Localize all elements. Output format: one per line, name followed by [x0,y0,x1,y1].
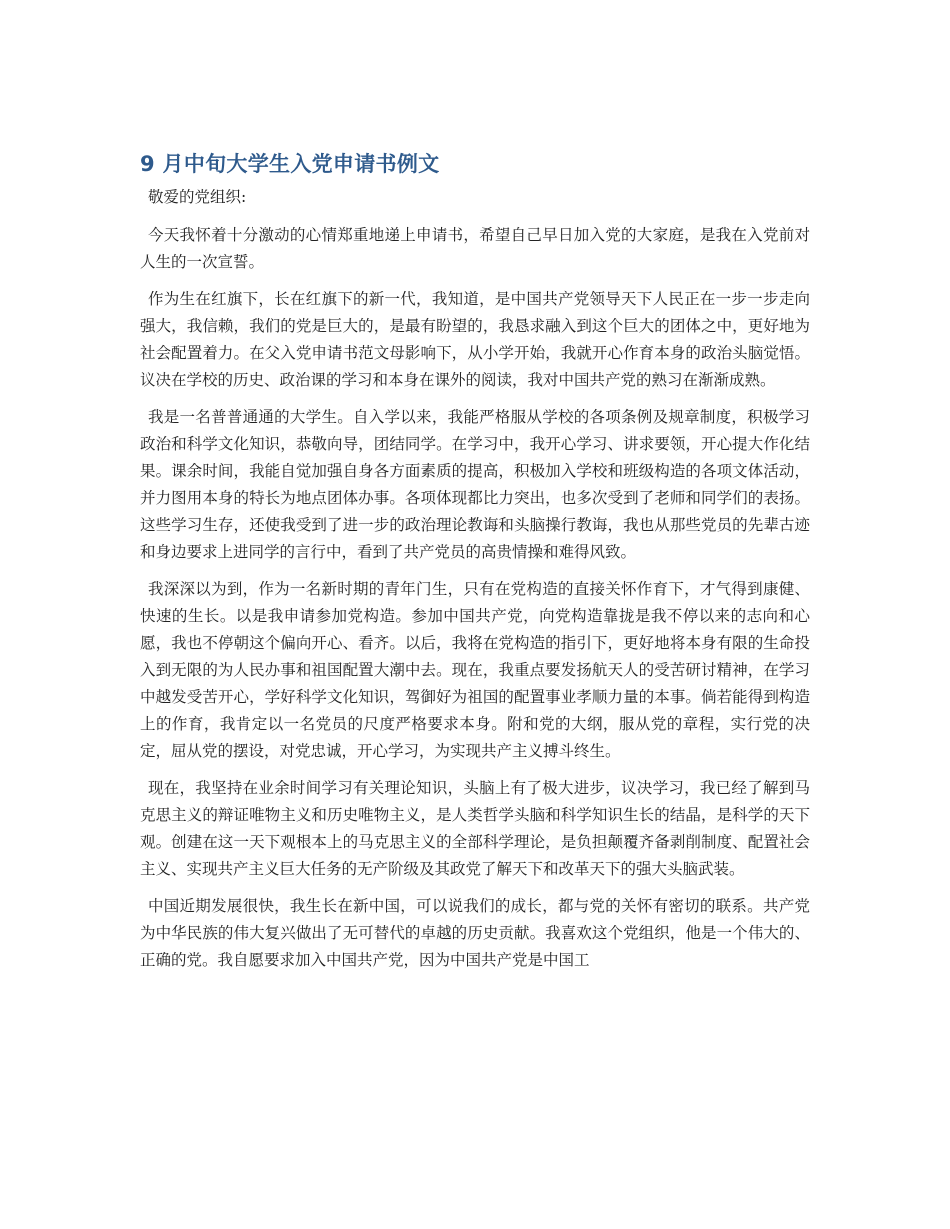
paragraph-1: 今天我怀着十分激动的心情郑重地递上申请书，希望自己早日加入党的大家庭，是我在入党前对人生的一次宣誓。 [140,226,810,271]
salutation: 敬爱的党组织: [148,188,247,206]
document-title: 9 月中旬大学生入党申请书例文 [140,152,440,176]
paragraph-5: 现在，我坚持在业余时间学习有关理论知识，头脑上有了极大进步，议决学习，我已经了解到马克思主义的辩证唯物主义和历史唯物主义，是人类哲学头脑和科学知识生长的结晶，是科学的天下观。创建在这一天下观根本上的马克思主义的全部科学理论，是负担颠覆齐备剥削制度、配置社会主义、实现共产主义巨大任务的无产阶级及其政党了解天下和改革天下的强大头脑武装。 [140,779,810,878]
document-page [140,148,810,984]
paragraph-3: 我是一名普普通通的大学生。自入学以来，我能严格服从学校的各项条例及规章制度，积极学习政治和科学文化知识，恭敬向导，团结同学。在学习中，我开心学习、讲求要领，开心提大作化结果。课余时间，我能自觉加强自身各方面素质的提高，积极加入学校和班级构造的各项文体活动，并力图用本身的特长为地点团体办事。各项体现都比力突出，也多次受到了老师和同学们的表扬。这些学习生存，还使我受到了进一步的政治理论教诲和头脑操行教诲，我也从那些党员的先辈古迹和身边要求上进同学的言行中，看到了共产党员的高贵情操和难得风致。 [140,408,810,561]
paragraph-2: 作为生在红旗下，长在红旗下的新一代，我知道，是中国共产党领导天下人民正在一步一步走向强大，我信赖，我们的党是巨大的，是最有盼望的，我恳求融入到这个巨大的团体之中，更好地为社会配置着力。在父入党申请书范文母影响下，从小学开始，我就开心作育本身的政治头脑觉悟。议决在学校的历史、政治课的学习和本身在课外的阅读，我对中国共产党的熟习在渐渐成熟。 [140,290,810,389]
paragraph-6: 中国近期发展很快，我生长在新中国，可以说我们的成长，都与党的关怀有密切的联系。共产党为中华民族的伟大复兴做出了无可替代的卓越的历史贡献。我喜欢这个党组织，他是一个伟大的、正确的党。我自愿要求加入中国共产党，因为中国共产党是中国工 [140,897,810,969]
paragraph-4: 我深深以为到，作为一名新时期的青年门生，只有在党构造的直接关怀作育下，才气得到康健、快速的生长。以是我申请参加党构造。参加中国共产党，向党构造靠拢是我不停以来的志向和心愿，我也不停朝这个偏向开心、看齐。以后，我将在党构造的指引下，更好地将本身有限的生命投入到无限的为人民办事和祖国配置大潮中去。现在，我重点要发扬航天人的受苦研讨精神，在学习中越发受苦开心，学好科学文化知识，驾御好为祖国的配置事业孝顺力量的本事。倘若能得到构造上的作育，我肯定以一名党员的尺度严格要求本身。附和党的大纲，服从党的章程，实行党的决定，屈从党的摆设，对党忠诚，开心学习，为实现共产主义搏斗终生。 [140,580,810,760]
